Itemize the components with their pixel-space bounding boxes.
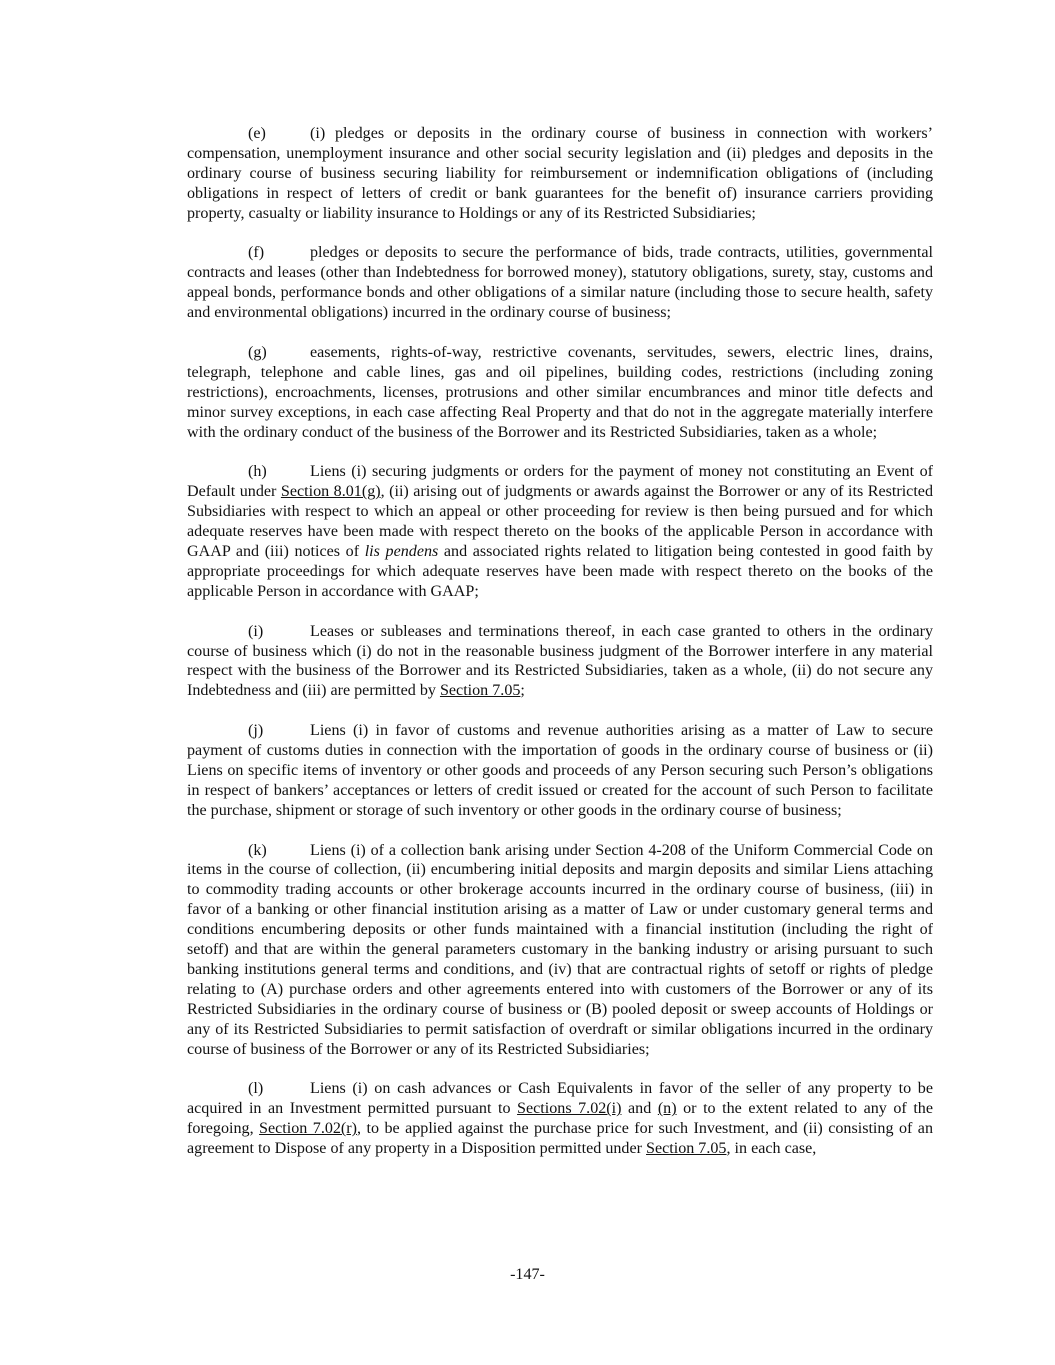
section-reference-link[interactable]: Section 7.05 bbox=[439, 682, 521, 700]
paragraph-text: or to the extent related to any of the foregoing, bbox=[187, 1100, 933, 1138]
section-reference-link[interactable]: Section 7.05 bbox=[646, 1140, 727, 1158]
paragraph-label: (g) bbox=[248, 343, 267, 361]
paragraph-text: Liens (i) on cash advances or Cash Equivalents in favor of the seller of any property to be acquired in an Investment permitted pursuant to bbox=[187, 1080, 933, 1118]
paragraph-text: and bbox=[621, 1100, 658, 1118]
paragraph-text: (i) pledges or deposits in the ordinary course of business in connection with workers’ compensation, unemployment insurance and other social security legislation and (ii) pledges and deposits in the ordinary course of business securing liability for reimbursement or indemnification obligations of (including obligations in respect of letters of credit or bank guarantees for the benefit of) insurance carriers providing property, casualty or liability insurance to Holdings or any of its Restricted Subsidiaries; bbox=[187, 125, 933, 222]
paragraph-l bbox=[187, 1079, 933, 1159]
paragraph-label: (l) bbox=[248, 1080, 264, 1098]
paragraph-i bbox=[187, 622, 933, 702]
paragraph-e bbox=[187, 124, 933, 224]
paragraph-text: ; bbox=[520, 682, 525, 700]
section-reference-link[interactable]: Section 7.02(r) bbox=[259, 1120, 358, 1138]
paragraph-text: Liens (i) of a collection bank arising under Section 4-208 of the Uniform Commercial Code on items in the course of collection, (ii) encumbering initial deposits and margin deposits and similar Liens attaching to commodity trading accounts or other brokerage accounts incurred in the ordinary course of business, (iii) in favor of a banking or other financial institution arising as a matter of Law or under customary general terms and conditions encumbering deposits or other funds maintained with a financial institution (including the right of setoff) and that are within the general parameters customary in the banking industry or arising pursuant to such banking institutions general terms and conditions, and (iv) that are contractual rights of setoff or rights of pledge relating to (A) purchase orders and other agreements entered into with customers of the Borrower or any of its Restricted Subsidiaries in the ordinary course of business or (B) pooled deposit or sweep accounts of Holdings or any of its Restricted Subsidiaries to permit satisfaction of overdraft or similar obligations incurred in the ordinary course of business of the Borrower or any of its Restricted Subsidiaries; bbox=[187, 841, 933, 1058]
paragraph-text: , to be applied against the purchase price for such Investment, and (ii) consisting of an agreement to Dispose of any property in a Disposition permitted under bbox=[187, 1120, 933, 1158]
paragraph-label: (e) bbox=[248, 125, 266, 142]
section-reference-link[interactable]: (n) bbox=[657, 1100, 677, 1118]
paragraph-text: Leases or subleases and terminations thereof, in each case granted to others in the ordinary course of business which (i) do not in the reasonable business judgment of the Borrower interfere in any material respect with the business of the Borrower and its Restricted Subsidiaries, taken as a whole, (ii) do not secure any Indebtedness and (iii) are permitted by bbox=[187, 622, 933, 700]
paragraph-label: (k) bbox=[248, 841, 267, 859]
paragraph-text: , (ii) arising out of judgments or awards against the Borrower or any of its Restricted Subsidiaries with respect to which an appeal or other proceeding for review is then being pursued and for which adequate reserves have been made with respect thereto on the books of the applicable Person in accordance with GAAP and (iii) notices of bbox=[187, 483, 933, 560]
italic-term: lis pendens bbox=[364, 542, 439, 560]
paragraph-label: (i) bbox=[248, 622, 264, 640]
paragraph-label: (h) bbox=[248, 463, 267, 481]
paragraph-k bbox=[187, 841, 933, 1060]
paragraph-j bbox=[187, 721, 933, 821]
page-number: -147- bbox=[510, 1266, 545, 1283]
paragraph-text: pledges or deposits to secure the performance of bids, trade contracts, utilities, governmental contracts and leases (other than Indebtedness for borrowed money), statutory obligations, surety, stay, customs and appeal bonds, performance bonds and other obligations of a similar nature (including those to secure health, safety and environmental obligations) incurred in the ordinary course of business; bbox=[187, 244, 933, 322]
paragraph-h bbox=[187, 462, 933, 601]
paragraph-text: Liens (i) securing judgments or orders for the payment of money not constituting an Event of Default under bbox=[187, 463, 933, 501]
paragraph-text: and associated rights related to litigation being contested in good faith by appropriate proceedings for which adequate reserves have been made with respect thereto on the books of the applicable Person in accordance with GAAP; bbox=[187, 542, 934, 600]
paragraph-text: Liens (i) in favor of customs and revenue authorities arising as a matter of Law to secure payment of customs duties in connection with the importation of goods in the ordinary course of business or (ii) Liens on specific items of inventory or other goods and proceeds of any Person securing such Person’s obligations in respect of bankers’ acceptances or letters of credit issued or created for the account of such Person to facilitate the purchase, shipment or storage of such inventory or other goods in the ordinary course of business; bbox=[187, 722, 933, 819]
section-reference-link[interactable]: Section 8.01(g) bbox=[280, 483, 381, 501]
paragraph-g bbox=[187, 343, 933, 443]
paragraph-f bbox=[187, 243, 933, 323]
document-body bbox=[187, 124, 933, 1179]
section-reference-link[interactable]: Sections 7.02(i) bbox=[517, 1100, 622, 1118]
paragraph-label: (j) bbox=[248, 722, 264, 740]
paragraph-text: easements, rights-of-way, restrictive covenants, servitudes, sewers, electric lines, drains, telegraph, telephone and cable lines, gas and oil pipelines, building codes, restrictions (including zoning restrictions), encroachments, licenses, protrusions and other similar encumbrances and minor title defects and minor survey exceptions, in each case affecting Real Property and that do not in the aggregate materially interfere with the ordinary conduct of the business of the Borrower and its Restricted Subsidiaries, taken as a whole; bbox=[187, 343, 933, 441]
paragraph-label: (f) bbox=[248, 244, 265, 262]
paragraph-text: , in each case, bbox=[726, 1140, 817, 1158]
